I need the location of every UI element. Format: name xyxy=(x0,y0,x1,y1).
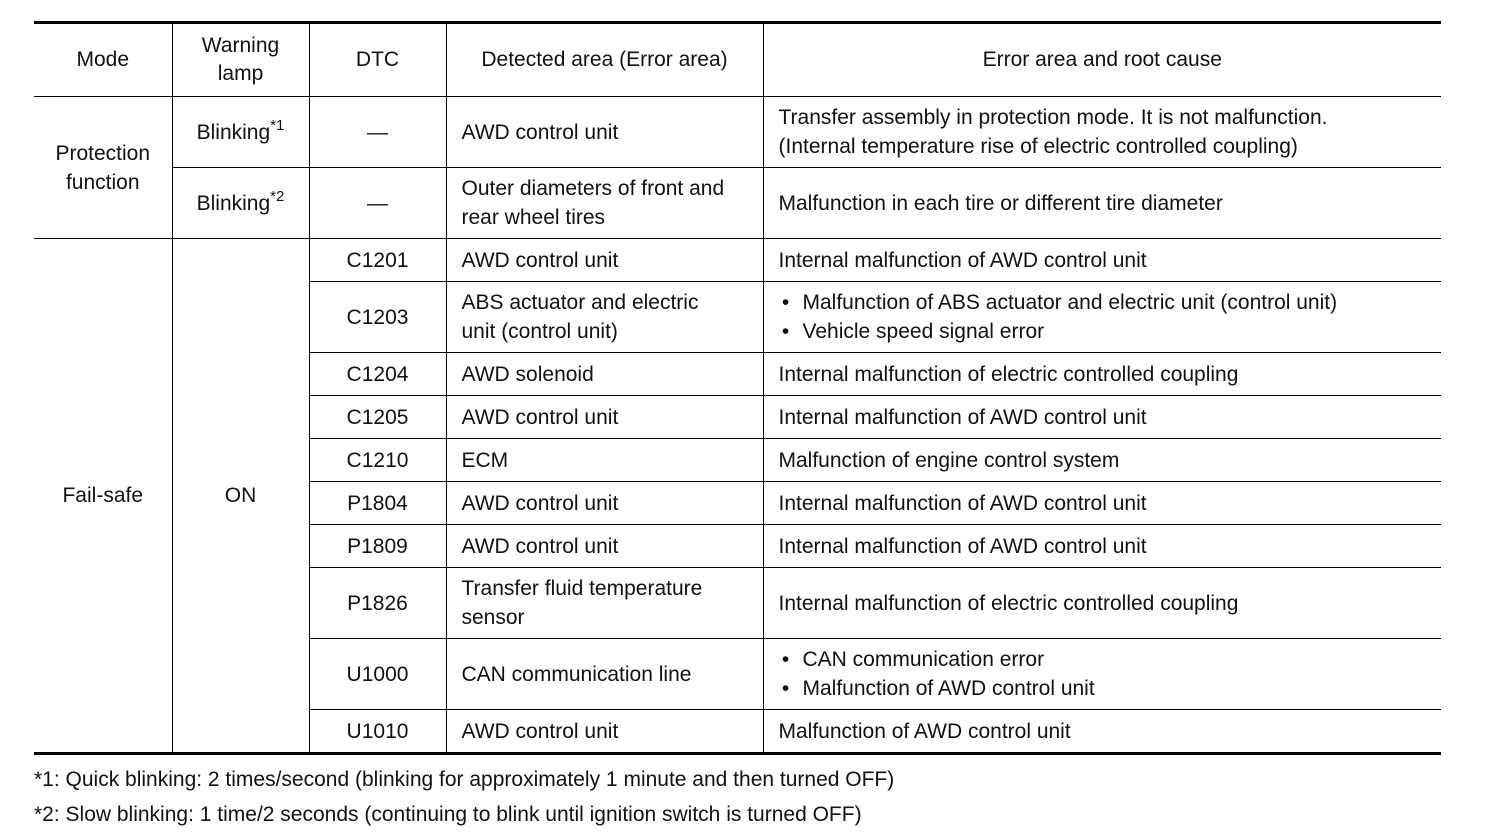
mode-cell-protection: Protection function xyxy=(34,97,172,239)
lamp-cell-failsafe: ON xyxy=(172,239,309,754)
footnote-1: *1: Quick blinking: 2 times/second (blinking for approximately 1 minute and then turned OFF) xyxy=(34,768,895,791)
bullet-icon: • xyxy=(781,291,790,314)
dtc-cell: U1000 xyxy=(309,639,446,710)
cause-cell: Transfer assembly in protection mode. It is not malfunction. (Internal temperature rise of electric controlled coupling) xyxy=(763,97,1441,168)
table-header-row xyxy=(34,23,1441,97)
dtc-table xyxy=(34,21,1441,755)
cause-cell: Malfunction in each tire or different tire diameter xyxy=(763,168,1441,239)
area-cell: ECM xyxy=(446,439,763,482)
cause-cell: Internal malfunction of AWD control unit xyxy=(763,525,1441,568)
area-cell: AWD control unit xyxy=(446,97,763,168)
cause-cell: Malfunction of engine control system xyxy=(763,439,1441,482)
cause-cell: Internal malfunction of electric controlled coupling xyxy=(763,353,1441,396)
table-row xyxy=(34,168,1441,239)
cause-cell: Internal malfunction of AWD control unit xyxy=(763,482,1441,525)
dtc-cell: — xyxy=(309,168,446,239)
dtc-cell: C1205 xyxy=(309,396,446,439)
cause-cell xyxy=(763,639,1441,710)
header-warning-lamp: Warning lamp xyxy=(172,23,309,97)
area-cell: AWD solenoid xyxy=(446,353,763,396)
bullet-icon: • xyxy=(781,320,790,343)
dtc-cell: C1204 xyxy=(309,353,446,396)
area-cell: AWD control unit xyxy=(446,525,763,568)
list-item: • Malfunction of ABS actuator and electric unit (control unit) xyxy=(779,288,1427,317)
header-mode: Mode xyxy=(34,23,172,97)
dtc-cell: P1809 xyxy=(309,525,446,568)
list-item: • CAN communication error xyxy=(779,645,1427,674)
footnotes xyxy=(34,762,894,832)
area-cell: AWD control unit xyxy=(446,239,763,282)
area-cell: CAN communication line xyxy=(446,639,763,710)
header-dtc: DTC xyxy=(309,23,446,97)
dtc-cell: U1010 xyxy=(309,710,446,754)
cause-cell: Internal malfunction of AWD control unit xyxy=(763,239,1441,282)
table-row xyxy=(34,239,1441,282)
dtc-cell: P1804 xyxy=(309,482,446,525)
area-cell: AWD control unit xyxy=(446,710,763,754)
cause-list xyxy=(779,288,1427,346)
area-cell: AWD control unit xyxy=(446,482,763,525)
dtc-cell: — xyxy=(309,97,446,168)
area-cell: Outer diameters of front and rear wheel tires xyxy=(446,168,763,239)
cause-cell: Internal malfunction of AWD control unit xyxy=(763,396,1441,439)
cause-cell: Internal malfunction of electric controlled coupling xyxy=(763,568,1441,639)
dtc-cell: C1210 xyxy=(309,439,446,482)
cause-cell xyxy=(763,282,1441,353)
area-cell: Transfer fluid temperature sensor xyxy=(446,568,763,639)
table-row xyxy=(34,97,1441,168)
bullet-icon: • xyxy=(781,677,790,700)
dtc-cell: C1203 xyxy=(309,282,446,353)
list-item: • Vehicle speed signal error xyxy=(779,317,1427,346)
header-root-cause: Error area and root cause xyxy=(763,23,1441,97)
header-detected-area: Detected area (Error area) xyxy=(446,23,763,97)
mode-cell-failsafe: Fail-safe xyxy=(34,239,172,754)
area-cell: ABS actuator and electric unit (control unit) xyxy=(446,282,763,353)
cause-cell: Malfunction of AWD control unit xyxy=(763,710,1441,754)
dtc-cell: P1826 xyxy=(309,568,446,639)
list-item: • Malfunction of AWD control unit xyxy=(779,674,1427,703)
footnote-2: *2: Slow blinking: 1 time/2 seconds (continuing to blink until ignition switch is turned OFF) xyxy=(34,803,862,826)
lamp-cell: Blinking$^{*2}$ xyxy=(172,168,309,239)
dtc-cell: C1201 xyxy=(309,239,446,282)
lamp-cell: Blinking$^{*1}$ xyxy=(172,97,309,168)
cause-list xyxy=(779,645,1427,703)
area-cell: AWD control unit xyxy=(446,396,763,439)
bullet-icon: • xyxy=(781,648,790,671)
